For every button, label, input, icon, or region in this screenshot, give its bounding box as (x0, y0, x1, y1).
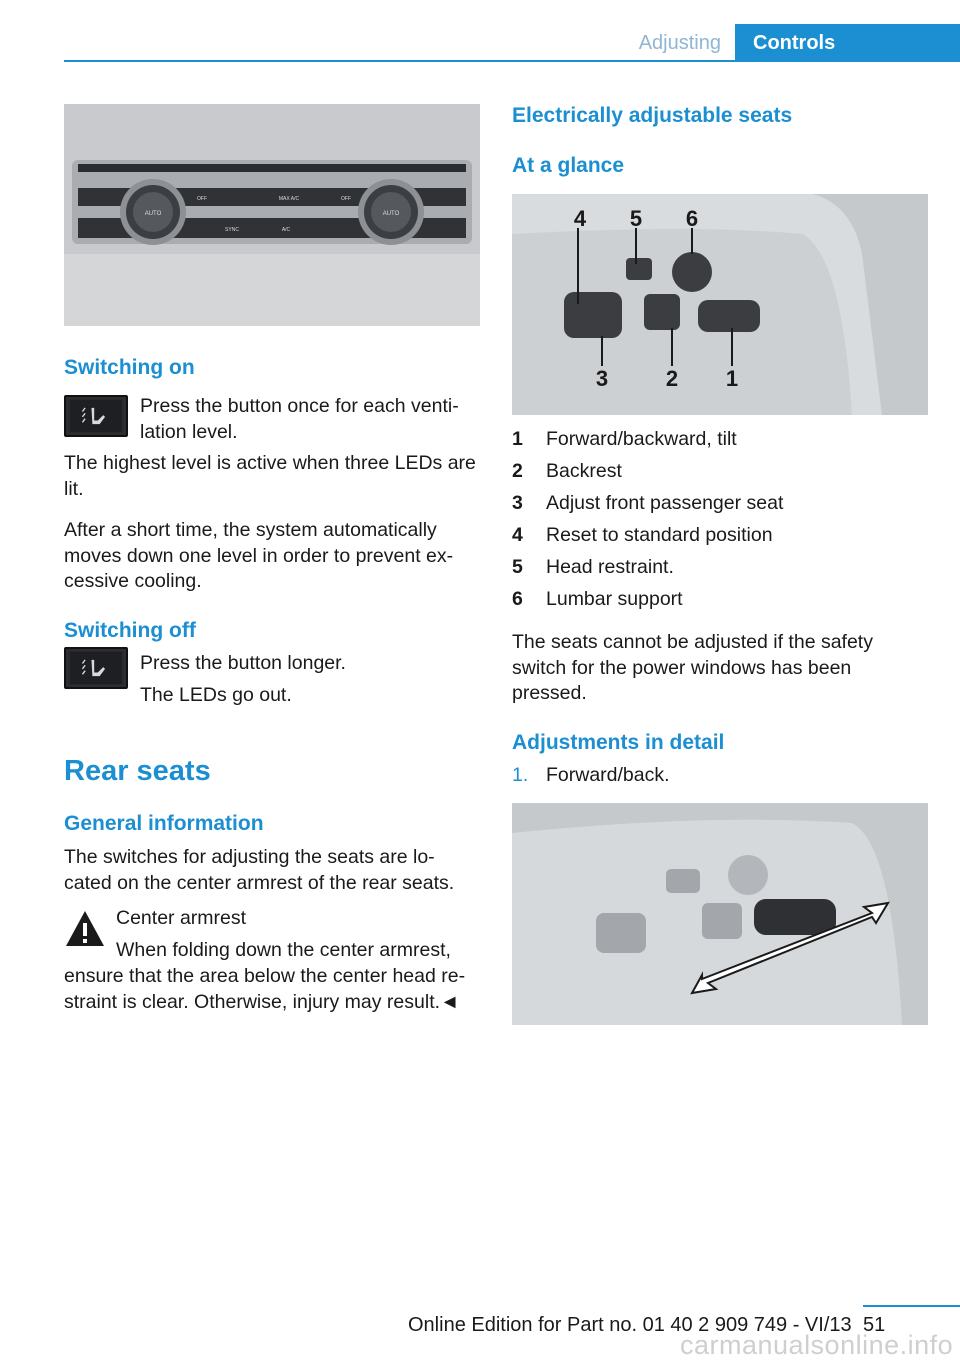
seat-switches-figure (512, 194, 928, 415)
general-info-heading: General information (64, 812, 264, 835)
list-item (512, 426, 932, 458)
highest-level-text: The highest level is active when three LEDs are lit. (64, 452, 476, 500)
cannot-adjust-text: The seats cannot be adjusted if the safety switch for the power windows has been pressed. (512, 631, 873, 704)
switching-on-text: Press the button once for each venti-lation level. (140, 395, 459, 443)
header-section-label: Adjusting (638, 32, 721, 54)
switching-on-heading: Switching on (64, 356, 195, 379)
climate-panel-figure (64, 104, 480, 326)
callout-2: 2 (665, 366, 679, 391)
step-1-number: 1. (512, 764, 529, 786)
step-1-text: Forward/back. (546, 764, 670, 786)
warning-title: Center armrest (116, 907, 247, 929)
header-rule (64, 60, 960, 62)
seat-ventilation-button-icon-off (64, 647, 128, 689)
list-item (512, 586, 932, 618)
list-item (512, 554, 932, 586)
list-item-number: 4 (512, 524, 523, 546)
page-number: 51 (863, 1314, 886, 1336)
climate-label-off-left: OFF (197, 196, 207, 202)
list-item (512, 522, 932, 554)
list-item (512, 490, 932, 522)
climate-label-auto-right: AUTO (382, 211, 400, 217)
list-item-number: 1 (512, 428, 523, 450)
callout-1: 1 (725, 366, 739, 391)
climate-label-sync: SYNC (225, 227, 239, 233)
at-a-glance-heading: At a glance (512, 154, 625, 177)
after-short-time-text: After a short time, the system automatically moves down one level in order to prevent ex-cessive cooling. (64, 519, 454, 592)
callout-3: 3 (595, 366, 609, 391)
list-item (512, 458, 932, 490)
switching-off-heading: Switching off (64, 619, 196, 642)
seat-controls-list (512, 426, 932, 618)
forward-back-figure (512, 803, 928, 1025)
switching-off-line2: The LEDs go out. (140, 684, 292, 706)
list-item-text: Reset to standard position (546, 524, 773, 546)
list-item-number: 6 (512, 588, 523, 610)
warning-text-line1: When folding down the center armrest, (116, 939, 451, 961)
callout-6: 6 (685, 206, 699, 231)
warning-text-rest: ensure that the area below the center head re-straint is clear. Otherwise, injury may result.◄ (64, 965, 466, 1013)
header-chapter-tab: Controls (735, 24, 960, 62)
general-info-text: The switches for adjusting the seats are lo-cated on the center armrest of the rear seats. (64, 846, 455, 894)
list-item-number: 2 (512, 460, 523, 482)
seat-ventilation-button-icon (64, 395, 128, 437)
list-item-text: Head restraint. (546, 556, 674, 578)
climate-label-off-right: OFF (341, 196, 351, 202)
footer-edition: Online Edition for Part no. 01 40 2 909 749 - VI/13 (408, 1314, 852, 1336)
climate-label-ac: A/C (281, 227, 291, 233)
list-item-text: Forward/backward, tilt (546, 428, 737, 450)
list-item-number: 3 (512, 492, 523, 514)
adjustments-heading: Adjustments in detail (512, 731, 725, 754)
switching-off-line1: Press the button longer. (140, 652, 346, 674)
climate-label-auto-left: AUTO (144, 211, 162, 217)
climate-label-maxac: MAX A/C (278, 196, 300, 202)
callout-5: 5 (629, 206, 643, 231)
list-item-text: Backrest (546, 460, 622, 482)
callout-4: 4 (573, 206, 587, 231)
list-item-text: Adjust front passenger seat (546, 492, 784, 514)
warning-icon (64, 908, 106, 950)
rear-seats-heading: Rear seats (64, 755, 211, 787)
list-item-text: Lumbar support (546, 588, 683, 610)
watermark: carmanualsonline.info (680, 1330, 954, 1360)
electric-seats-heading: Electrically adjustable seats (512, 104, 793, 127)
list-item-number: 5 (512, 556, 523, 578)
footer-rule (863, 1305, 960, 1307)
